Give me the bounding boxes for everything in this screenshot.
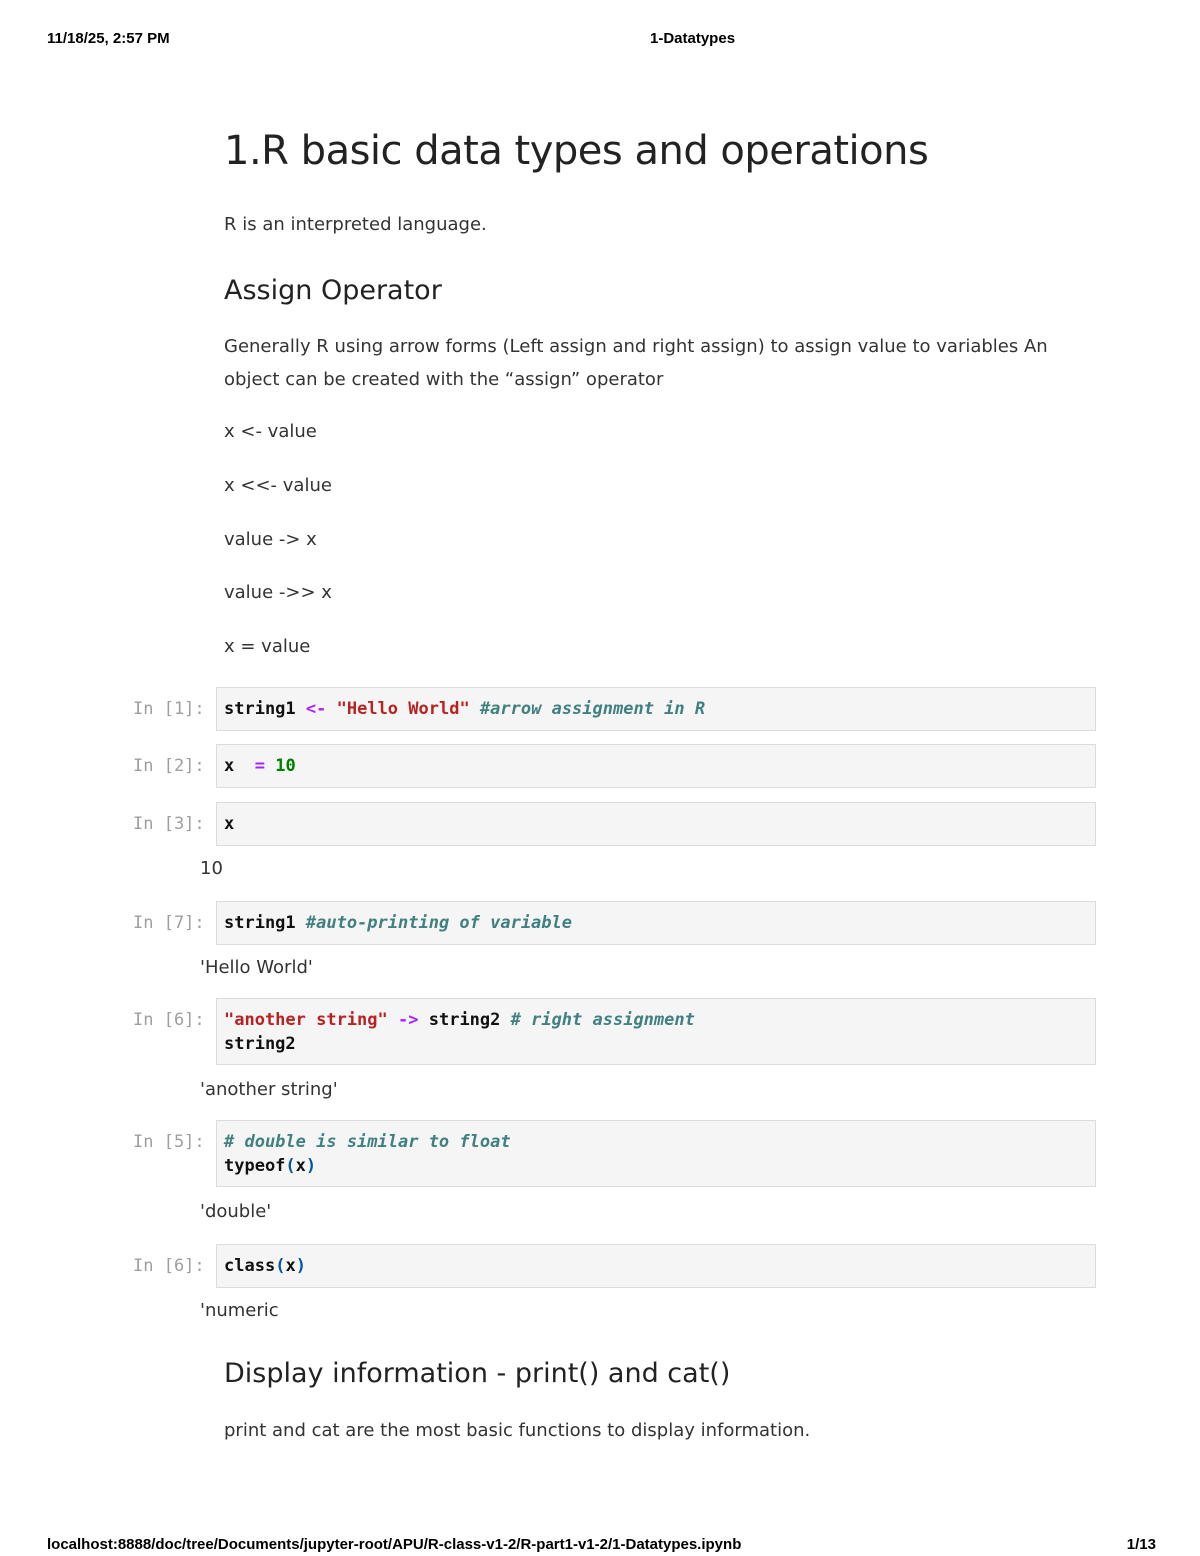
code-text: x xyxy=(224,756,255,776)
code-text: x xyxy=(295,1156,306,1176)
code-comment: # double is similar to float xyxy=(224,1132,511,1152)
code-number: 10 xyxy=(275,756,296,776)
code-text: string1 xyxy=(224,913,306,933)
cell-prompt: In [2]: xyxy=(133,756,205,776)
code-paren: ) xyxy=(305,1156,317,1176)
assign-form-equals: x = value xyxy=(224,636,311,657)
cell-prompt: In [7]: xyxy=(133,913,205,933)
code-cell[interactable] xyxy=(216,744,1096,788)
code-text: x xyxy=(224,814,235,834)
code-operator: <- xyxy=(305,699,327,719)
code-paren: ( xyxy=(275,1256,286,1276)
intro-text: R is an interpreted language. xyxy=(224,214,487,235)
code-comment: #auto-printing of variable xyxy=(305,913,572,933)
code-cell[interactable] xyxy=(216,687,1096,731)
code-cell[interactable] xyxy=(216,998,1096,1065)
cell-prompt: In [1]: xyxy=(133,699,205,719)
cell-output: 'double' xyxy=(200,1201,272,1222)
code-text xyxy=(388,1010,398,1030)
code-cell[interactable] xyxy=(216,1120,1096,1187)
cell-prompt: In [6]: xyxy=(133,1010,205,1030)
page-title: 1.R basic data types and operations xyxy=(224,128,929,174)
cell-output: 10 xyxy=(200,858,223,879)
assign-form-right-global: value ->> x xyxy=(224,582,332,603)
code-text xyxy=(265,756,275,776)
assign-form-left-global: x <<- value xyxy=(224,475,332,496)
code-text: x xyxy=(285,1256,296,1276)
print-footer xyxy=(0,1536,1200,1556)
assign-form-right: value -> x xyxy=(224,529,317,550)
print-url: localhost:8888/doc/tree/Documents/jupyter-root/APU/R-class-v1-2/R-part1-v1-2/1-Datatypes.ipynb xyxy=(47,1536,742,1553)
code-cell[interactable] xyxy=(216,901,1096,945)
code-text: class xyxy=(224,1256,276,1276)
code-cell[interactable] xyxy=(216,802,1096,846)
assign-description: Generally R using arrow forms (Left assign and right assign) to assign value to variables An object can be created with the “assign” operator xyxy=(224,336,1048,390)
code-string: "another string" xyxy=(224,1010,388,1030)
cell-prompt: In [6]: xyxy=(133,1256,205,1276)
code-text xyxy=(470,699,480,719)
print-date: 11/18/25, 2:57 PM xyxy=(47,30,170,47)
code-text xyxy=(326,699,336,719)
cell-output: 'numeric xyxy=(200,1300,279,1321)
cell-output: 'Hello World' xyxy=(200,957,313,978)
cell-prompt: In [5]: xyxy=(133,1132,205,1152)
code-operator: -> xyxy=(398,1010,419,1030)
code-string: "Hello World" xyxy=(336,699,470,719)
code-text: string2 xyxy=(224,1034,296,1054)
display-heading: Display information - print() and cat() xyxy=(224,1358,731,1389)
code-paren: ( xyxy=(285,1156,296,1176)
code-comment: # right assignment xyxy=(510,1010,695,1030)
display-description: print and cat are the most basic functions to display information. xyxy=(224,1420,811,1441)
assign-heading: Assign Operator xyxy=(224,275,442,306)
cell-prompt: In [3]: xyxy=(133,814,205,834)
print-title: 1-Datatypes xyxy=(650,30,736,47)
code-text: string2 xyxy=(418,1010,511,1030)
code-text: typeof xyxy=(224,1156,286,1176)
code-operator: = xyxy=(254,756,265,776)
cell-output: 'another string' xyxy=(200,1079,338,1100)
code-text: string1 xyxy=(224,699,306,719)
code-comment: #arrow assignment in R xyxy=(479,699,706,719)
print-page-number: 1/13 xyxy=(1126,1536,1156,1553)
assign-form-left: x <- value xyxy=(224,421,317,442)
print-header xyxy=(0,30,1200,50)
code-paren: ) xyxy=(295,1256,306,1276)
code-cell[interactable] xyxy=(216,1244,1096,1288)
